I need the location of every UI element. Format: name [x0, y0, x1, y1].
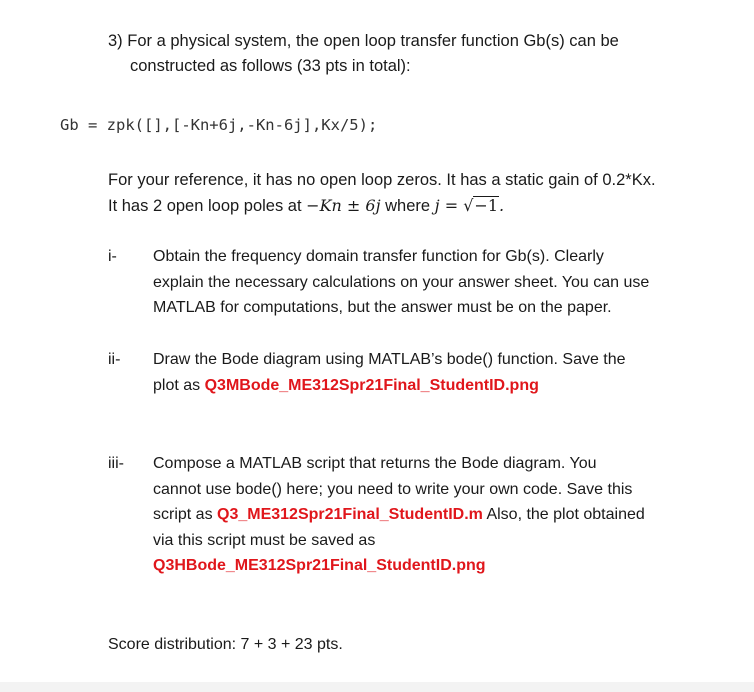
- question-line-1: 3) For a physical system, the open loop transfer function Gb(s) can be: [108, 32, 619, 50]
- item-line: MATLAB for computations, but the answer must be on the paper.: [153, 299, 612, 316]
- score-distribution: Score distribution: 7 + 3 + 23 pts.: [108, 636, 343, 653]
- item-body: [153, 451, 683, 579]
- filename-highlight: Q3HBode_ME312Spr21Final_StudentID.png: [153, 557, 486, 574]
- reference-line-2-prefix: It has 2 open loop poles at: [108, 197, 307, 215]
- poles-expression: −Kn ± 6j: [306, 196, 381, 215]
- question-line-2: constructed as follows (33 pts in total):: [130, 57, 411, 75]
- list-item: [108, 347, 688, 402]
- filename-highlight: Q3MBode_ME312Spr21Final_StudentID.png: [204, 376, 539, 394]
- reference-paragraph: [108, 168, 708, 219]
- where-text: where: [380, 197, 435, 215]
- item-line: Obtain the frequency domain transfer function for Gb(s). Clearly: [153, 248, 604, 265]
- item-line: [153, 502, 683, 528]
- sqrt-symbol: √: [463, 196, 474, 215]
- period: .: [499, 196, 505, 215]
- list-item: [108, 244, 688, 324]
- item-line: Draw the Bode diagram using MATLAB’s bode() function. Save the: [153, 351, 626, 368]
- reference-line-1: For your reference, it has no open loop zeros. It has a static gain of 0.2*Kx.: [108, 171, 656, 189]
- question-heading: [108, 29, 708, 79]
- item-number: i-: [108, 248, 117, 265]
- j-definition: j =: [434, 196, 464, 215]
- item-line-suffix: Also, the plot obtained: [482, 506, 645, 523]
- filename-highlight: Q3_ME312Spr21Final_StudentID.m: [217, 506, 483, 523]
- page-bottom-band: [0, 682, 754, 692]
- item-number: ii-: [108, 351, 121, 368]
- item-line: via this script must be saved as: [153, 531, 376, 549]
- item-line-prefix: plot as: [153, 376, 205, 394]
- item-body: [153, 244, 683, 321]
- item-line-prefix: script as: [153, 506, 218, 523]
- item-line: [153, 373, 683, 399]
- item-number: iii-: [108, 455, 124, 472]
- list-item: [108, 451, 688, 581]
- sqrt-radicand: −1: [474, 196, 498, 215]
- reference-line-2: [108, 193, 708, 219]
- matlab-code-line: Gb = zpk([],[-Kn+6j,-Kn-6j],Kx/5);: [60, 116, 378, 134]
- item-line: Compose a MATLAB script that returns the Bode diagram. You: [153, 455, 597, 472]
- item-line: cannot use bode() here; you need to write your own code. Save this: [153, 480, 633, 498]
- item-body: [153, 347, 683, 398]
- item-line: explain the necessary calculations on your answer sheet. You can use: [153, 273, 650, 291]
